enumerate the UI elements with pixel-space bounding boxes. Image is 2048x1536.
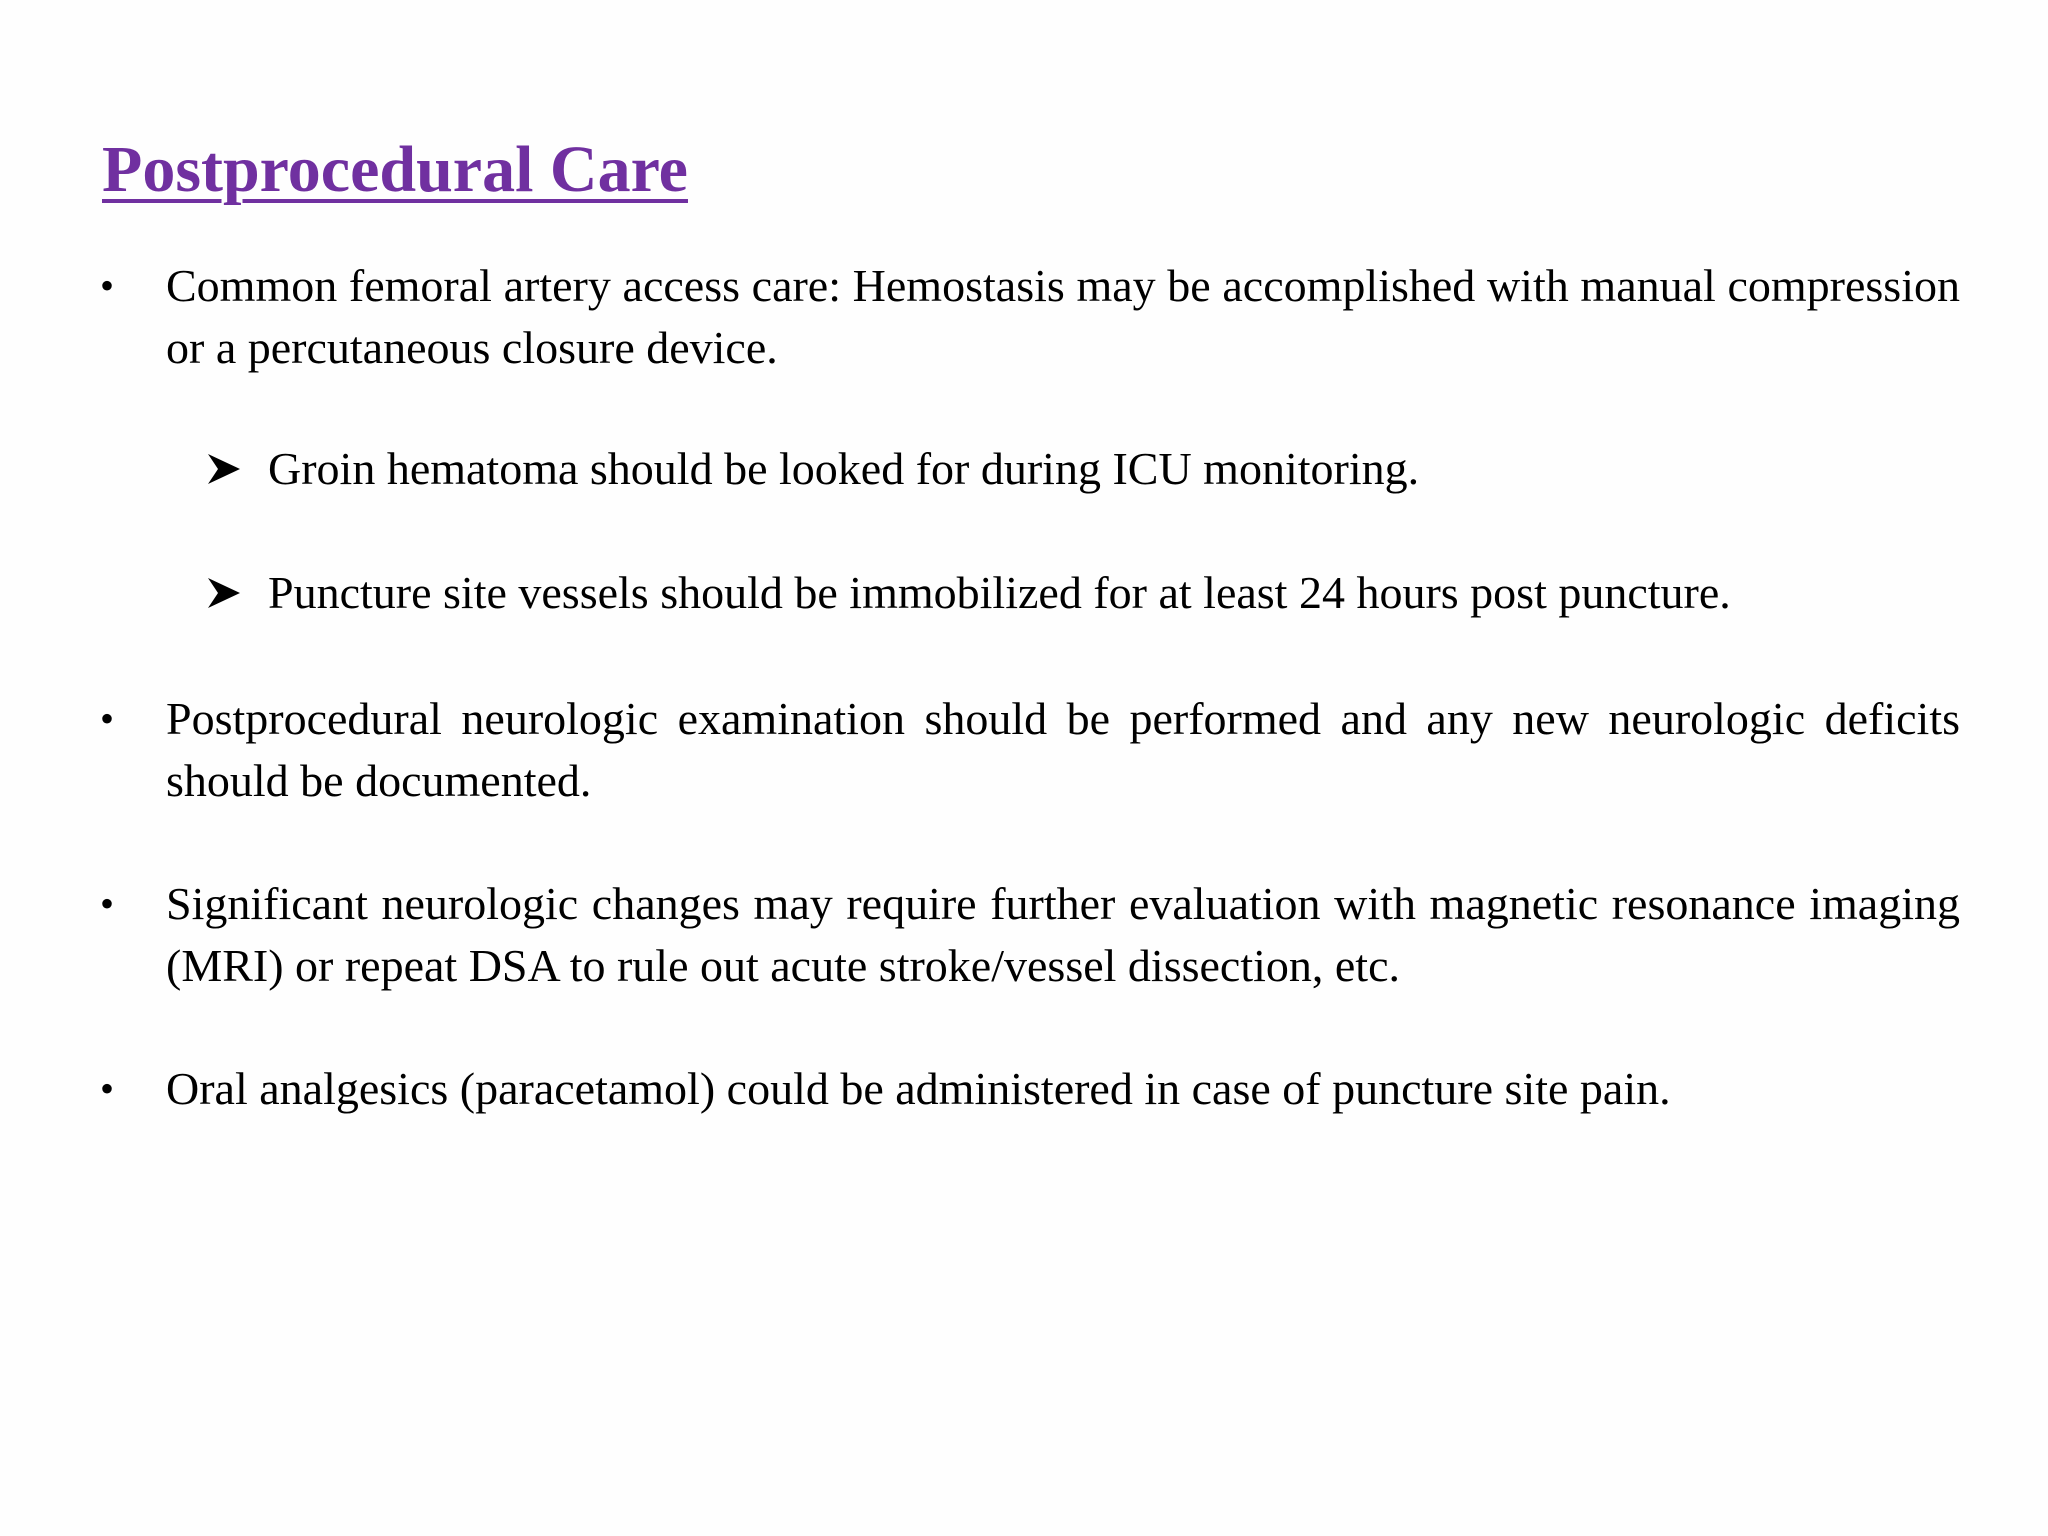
bullet-text: Significant neurologic changes may require further evaluation with magnetic resonance imaging (MRI) or repeat DSA to rule out acute stroke/vessel dissection, etc. bbox=[166, 878, 1960, 991]
slide-title: Postprocedural Care bbox=[102, 133, 688, 206]
bullet-marker: • bbox=[100, 1066, 115, 1111]
bullet-text: Oral analgesics (paracetamol) could be administered in case of puncture site pain. bbox=[166, 1063, 1671, 1114]
bullet-text: Common femoral artery access care: Hemostasis may be accomplished with manual compression or a percutaneous closure device. bbox=[166, 260, 1960, 373]
bullet-marker: • bbox=[100, 696, 115, 741]
sub-item-text: Groin hematoma should be looked for during ICU monitoring. bbox=[268, 443, 1420, 494]
bullet-text: Postprocedural neurologic examination should be performed and any new neurologic deficits should be documented. bbox=[166, 693, 1960, 806]
sub-item-text: Puncture site vessels should be immobilized for at least 24 hours post puncture. bbox=[268, 567, 1731, 618]
bullet-marker: • bbox=[100, 881, 115, 926]
bullet-marker: • bbox=[100, 263, 115, 308]
arrowhead-icon bbox=[206, 576, 242, 610]
arrowhead-icon bbox=[206, 452, 242, 486]
